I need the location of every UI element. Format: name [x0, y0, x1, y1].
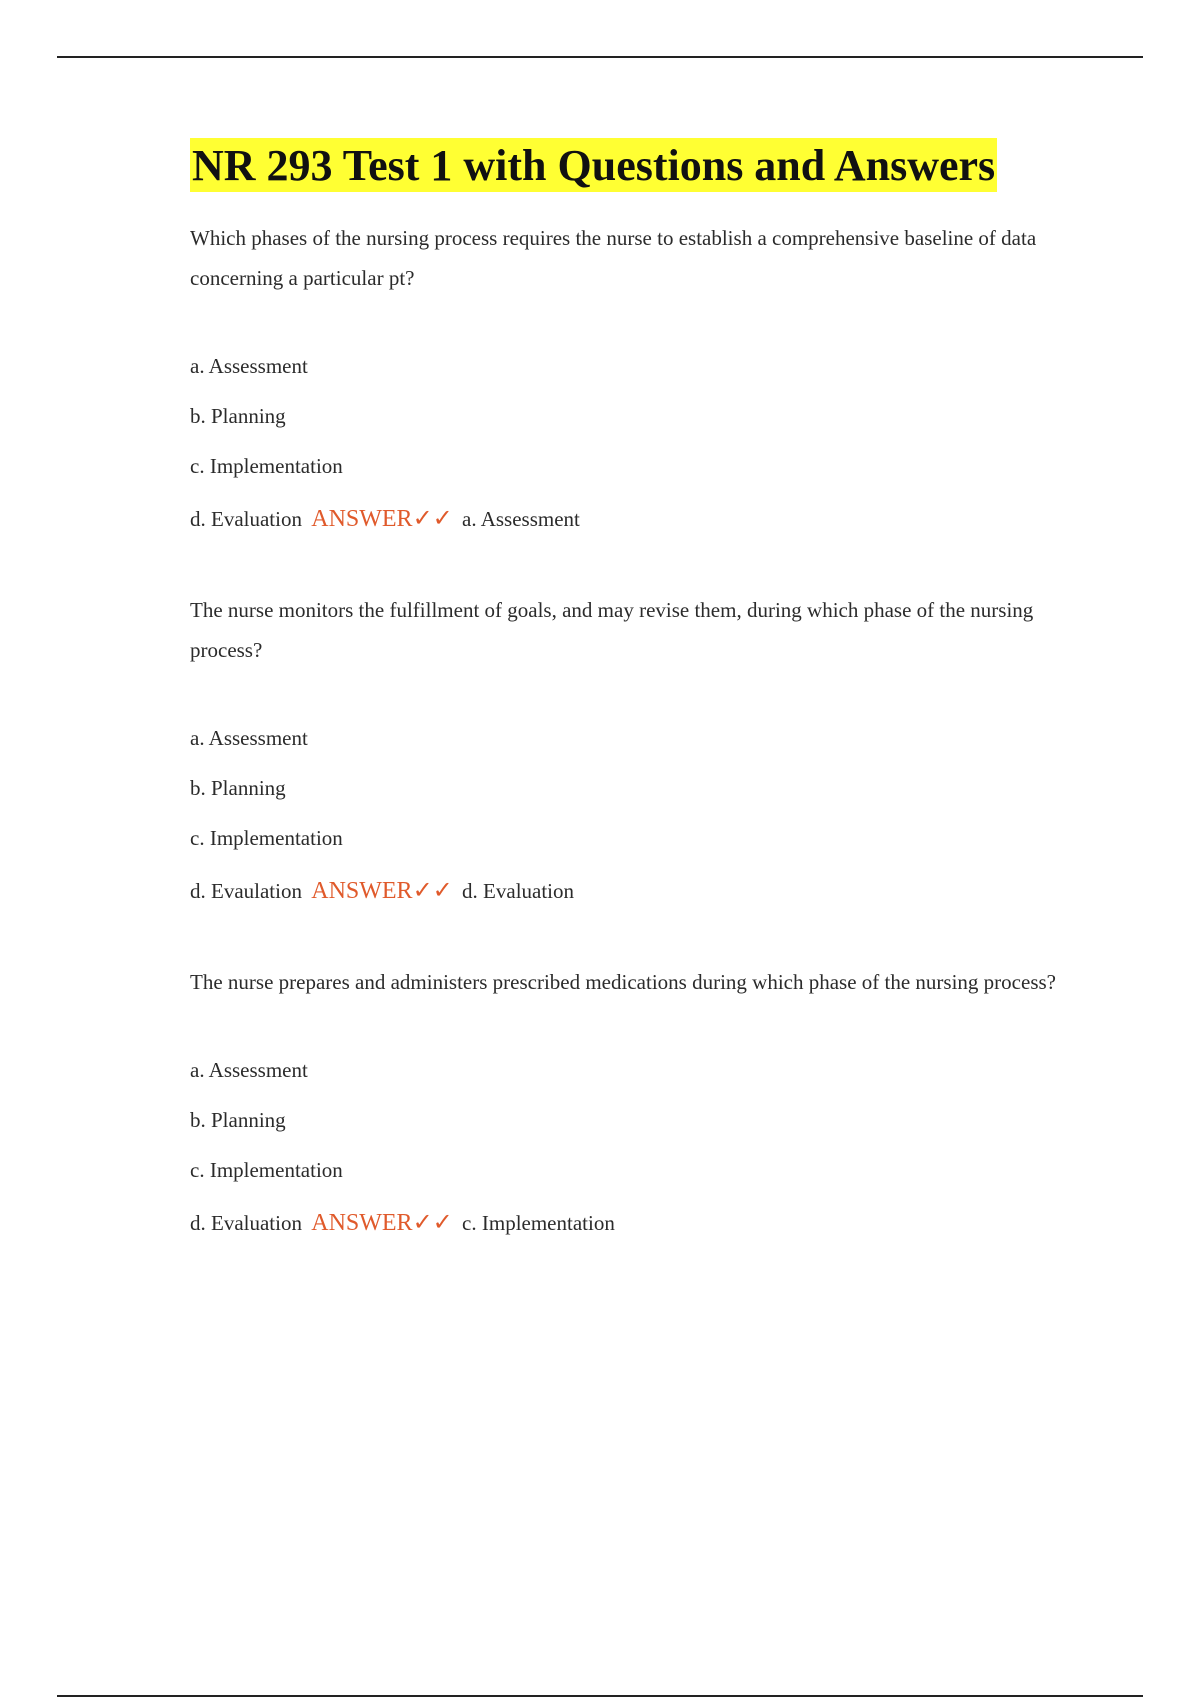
option-c: c. Implementation — [190, 826, 343, 850]
question-text: The nurse monitors the fulfillment of goals, and may revise them, during which phase of the nursing process? — [190, 598, 1034, 662]
option-c: c. Implementation — [190, 1158, 343, 1182]
option-a: a. Assessment — [190, 1058, 308, 1082]
question-text: The nurse prepares and administers prescribed medications during which phase of the nursing process? — [190, 970, 1056, 994]
question-3 — [190, 962, 1060, 1239]
option-d: d. Evaluation — [190, 1211, 302, 1235]
option-c: c. Implementation — [190, 454, 343, 478]
answer-marker: ANSWER✓✓ — [311, 506, 453, 532]
answer-marker: ANSWER✓✓ — [311, 878, 453, 904]
option-a: a. Assessment — [190, 354, 308, 378]
question-text: Which phases of the nursing process requires the nurse to establish a comprehensive baseline of data concerning a particular pt? — [190, 226, 1037, 290]
answer-marker: ANSWER✓✓ — [311, 1210, 453, 1236]
question-1 — [190, 218, 1060, 535]
footer-rule — [57, 1695, 1143, 1697]
option-d-with-answer — [190, 1207, 1060, 1239]
option-a: a. Assessment — [190, 726, 308, 750]
option-b: b. Planning — [190, 404, 286, 428]
option-d-with-answer — [190, 875, 1060, 907]
option-d: d. Evaluation — [190, 507, 302, 531]
document-title: NR 293 Test 1 with Questions and Answers — [190, 138, 997, 192]
option-d-with-answer — [190, 503, 1060, 535]
answer-value: d. Evaluation — [462, 879, 575, 903]
document-body — [190, 138, 1060, 1239]
option-b: b. Planning — [190, 776, 286, 800]
header-rule — [57, 56, 1143, 58]
answer-value: a. Assessment — [462, 507, 580, 531]
option-b: b. Planning — [190, 1108, 286, 1132]
question-2 — [190, 590, 1060, 907]
answer-value: c. Implementation — [462, 1211, 615, 1235]
option-d: d. Evaulation — [190, 879, 302, 903]
